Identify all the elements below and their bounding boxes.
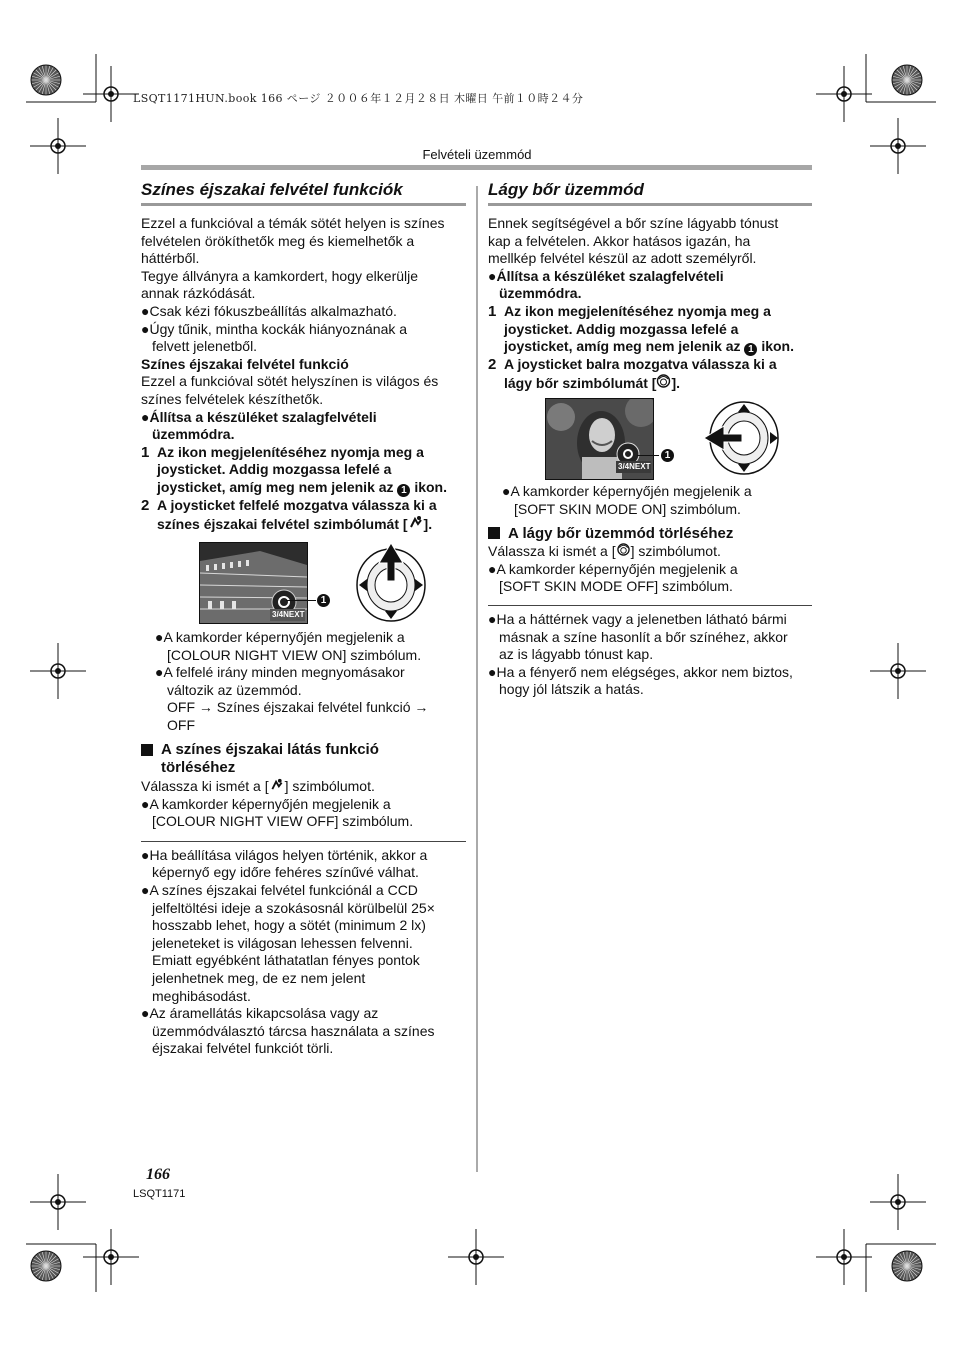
step-text: joysticket, amíg meg nem jelenik az xyxy=(504,338,741,355)
note-cont: üzemmódválasztó tárcsa használata a színes xyxy=(152,1022,435,1039)
setup-bullet: ●Állítsa a készüléket szalagfelvételi xyxy=(141,408,377,425)
intro-line: Ezzel a funkcióval a témák sötét helyen is színes xyxy=(141,215,445,231)
bullet-soft-skin-on: ●A kamkorder képernyőjén megjelenik a xyxy=(502,483,752,499)
step-text: színes éjszakai felvétel szimbólumát [ xyxy=(157,515,408,532)
sub-text-line: színes felvételek készíthetők. xyxy=(141,390,324,407)
step-text: A joysticket felfelé mozgatva válassza ki a xyxy=(157,496,437,513)
page-number: 166 xyxy=(146,1166,170,1183)
left-column xyxy=(141,180,466,533)
note-cont: hosszabb lehet, hogy a sötét (minimum 2 lx) xyxy=(152,917,426,934)
crosshair-dot xyxy=(841,1254,847,1260)
note-cont: jelfeltöltési ideje a szokásosnál körülbelül 25× xyxy=(152,899,435,916)
note-power-off: ●Az áramellátás kikapcsolása vagy az xyxy=(141,1005,379,1022)
step-text: ]. xyxy=(423,515,433,532)
note-cont: Emiatt egyébként láthatatlan fényes pontok xyxy=(152,952,420,969)
step-number: 2 xyxy=(141,496,150,514)
step-text: joysticket, amíg meg nem jelenik az xyxy=(157,478,394,495)
crosshair-dot xyxy=(841,91,847,97)
step-text: Az ikon megjelenítéséhez nyomja meg a xyxy=(157,443,424,460)
bullet-missing-frames: ●Úgy tűnik, mintha kockák hiányoznának a xyxy=(141,320,408,337)
marker-1-icon: 1 xyxy=(397,484,410,497)
column-separator xyxy=(476,186,478,1172)
document-code: LSQT1171 xyxy=(133,1188,186,1200)
step-1 xyxy=(141,444,466,497)
screen-label: 3/4NEXT xyxy=(618,462,651,471)
night-view-symbol-icon xyxy=(269,778,285,791)
step-text: Az ikon megjelenítéséhez nyomja meg a xyxy=(504,302,771,319)
step-number: 2 xyxy=(488,356,497,374)
crosshair-dot xyxy=(895,1199,901,1205)
step-text: ]. xyxy=(671,374,681,391)
setup-bullet: ●Állítsa a készüléket szalagfelvételi xyxy=(488,267,724,284)
step-2 xyxy=(488,356,812,392)
setup-bullet-cont: üzemmódra. xyxy=(152,426,235,443)
setup-bullet-cont: üzemmódra. xyxy=(499,285,582,302)
step-text: lágy bőr szimbólumát [ xyxy=(504,374,657,391)
bullet-night-view-on-cont: [COLOUR NIGHT VIEW ON] szimbólum. xyxy=(167,646,422,663)
cancel-text: ] szimbólumot. xyxy=(284,778,375,794)
cancel-heading-line: A színes éjszakai látás funkció xyxy=(161,741,379,758)
step-1 xyxy=(488,303,812,356)
crosshair-dot xyxy=(895,668,901,674)
soft-skin-screen-image xyxy=(545,398,654,480)
screen-label: 3/4NEXT xyxy=(272,610,305,619)
cancel-heading-text: A lágy bőr üzemmód törléséhez xyxy=(508,525,734,543)
left-cancel-section xyxy=(141,741,466,1058)
crosshair-dot xyxy=(108,1254,114,1260)
bullet-mode-change-cont: OFF xyxy=(167,716,195,733)
bullet-mode-change-cont: OFF → Színes éjszakai felvétel funkció → xyxy=(167,699,429,716)
note-cont: képernyő egy időre fehéres színűvé válhat. xyxy=(152,864,419,881)
note-cont: az is lágyabb tónust kap. xyxy=(499,646,654,663)
crosshair-dot xyxy=(55,668,61,674)
marker-1-icon: 1 xyxy=(744,343,757,356)
step-text: joysticket. Addig mozgassa lefelé a xyxy=(504,320,739,337)
bullet-mode-change: ●A felfelé irány minden megnyomásakor xyxy=(155,664,405,681)
soft-skin-symbol-icon xyxy=(616,543,631,556)
intro-line: háttérből. xyxy=(141,250,200,267)
cancel-text: ] szimbólumot. xyxy=(630,543,721,560)
intro-line: annak rázkódását. xyxy=(141,285,256,302)
intro-line: kap a felvételen. Akkor hatásos igazán, ha xyxy=(488,232,751,249)
right-after-image xyxy=(488,483,812,699)
cancel-heading-night-view xyxy=(141,741,466,777)
note-cont: éjszakai felvétel funkciót törli. xyxy=(152,1040,334,1057)
intro-line: Tegye állványra a kamkordert, hogy elkerülje xyxy=(141,267,419,284)
note-cont: hogy jól látszik a hatás. xyxy=(499,681,644,698)
cancel-heading-line: törléséhez xyxy=(161,759,236,776)
note-cont: másnak a színe hasonlít a bőr színéhez, akkor xyxy=(499,628,788,645)
bullet-soft-skin-on-cont: [SOFT SKIN MODE ON] szimbólum. xyxy=(514,500,741,517)
intro-line: Ennek segítségével a bőr színe lágyabb tónust xyxy=(488,215,779,231)
left-after-image xyxy=(155,629,466,735)
note-cont: jeleneteket is világosan lehessen felvenni. xyxy=(152,934,413,951)
step-text: joysticket. Addig mozgassa lefelé a xyxy=(157,461,392,478)
square-bullet-icon xyxy=(141,744,153,756)
cancel-bullet: ●A kamkorder képernyőjén megjelenik a xyxy=(488,560,738,577)
night-view-screen-image xyxy=(199,542,308,624)
night-view-symbol-icon xyxy=(408,515,424,529)
bullet-manual-focus: ●Csak kézi fókuszbeállítás alkalmazható. xyxy=(141,302,397,319)
step-text: ikon. xyxy=(761,338,794,355)
note-background-color: ●Ha a háttérnek vagy a jelenetben látható bármi xyxy=(488,610,787,627)
sub-text-line: Ezzel a funkcióval sötét helyszínen is világos és xyxy=(141,373,439,390)
crosshair-dot xyxy=(108,91,114,97)
page-header-title: Felvételi üzemmód xyxy=(422,147,532,162)
bullet-night-view-on: ●A kamkorder képernyőjén megjelenik a xyxy=(155,629,405,645)
joystick-left-icon xyxy=(702,398,782,478)
bullet-missing-frames-cont: felvett jelenetből. xyxy=(152,338,258,355)
cancel-text: Válassza ki ismét a [ xyxy=(488,543,616,560)
intro-line: mellkép felvétel készül az adott személyről. xyxy=(488,250,757,267)
step-number: 1 xyxy=(141,443,150,461)
joystick-up-icon xyxy=(355,543,427,623)
callout-line xyxy=(637,455,659,456)
callout-marker-1-icon: 1 xyxy=(317,594,330,607)
section-title-soft-skin: Lágy bőr üzemmód xyxy=(488,180,644,199)
note-cont: jelenhetnek meg, de ez nem jelent xyxy=(152,969,366,986)
step-text: ikon. xyxy=(414,478,447,495)
cancel-heading-soft-skin xyxy=(488,525,812,543)
section-title-night-view: Színes éjszakai felvétel funkciók xyxy=(141,180,403,199)
cancel-bullet-cont: [COLOUR NIGHT VIEW OFF] szimbólum. xyxy=(152,813,414,830)
step-2 xyxy=(141,497,466,533)
step-text: A joysticket balra mozgatva válassza ki a xyxy=(504,356,777,373)
callout-line xyxy=(286,600,316,601)
header-rule xyxy=(141,165,812,170)
soft-skin-symbol-icon xyxy=(656,374,671,388)
note-bright-place: ●Ha beállítása világos helyen történik, akkor a xyxy=(141,846,428,863)
right-column xyxy=(488,180,812,392)
cancel-text: Válassza ki ismét a [ xyxy=(141,778,269,794)
subtitle-night-view: Színes éjszakai felvétel funkció xyxy=(141,355,349,372)
crosshair-dot xyxy=(55,1199,61,1205)
note-ccd: ●A színes éjszakai felvétel funkciónál a CCD xyxy=(141,881,418,898)
cancel-bullet: ●A kamkorder képernyőjén megjelenik a xyxy=(141,795,391,812)
bullet-mode-change-cont: változik az üzemmód. xyxy=(167,681,302,698)
callout-marker-1-icon: 1 xyxy=(661,449,674,462)
square-bullet-icon xyxy=(488,527,500,539)
note-cont: meghibásodást. xyxy=(152,987,251,1004)
note-brightness: ●Ha a fényerő nem elégséges, akkor nem biztos, xyxy=(488,663,793,680)
cancel-bullet-cont: [SOFT SKIN MODE OFF] szimbólum. xyxy=(499,578,733,595)
crosshair-dot xyxy=(473,1254,479,1260)
step-number: 1 xyxy=(488,302,497,320)
print-info-line: LSQT1171HUN.book 166 ページ ２００６年１２月２８日 木曜日 午前１０時２４分 xyxy=(133,92,584,105)
intro-line: felvételen örökíthetők meg és kiemelhetők a xyxy=(141,232,415,249)
